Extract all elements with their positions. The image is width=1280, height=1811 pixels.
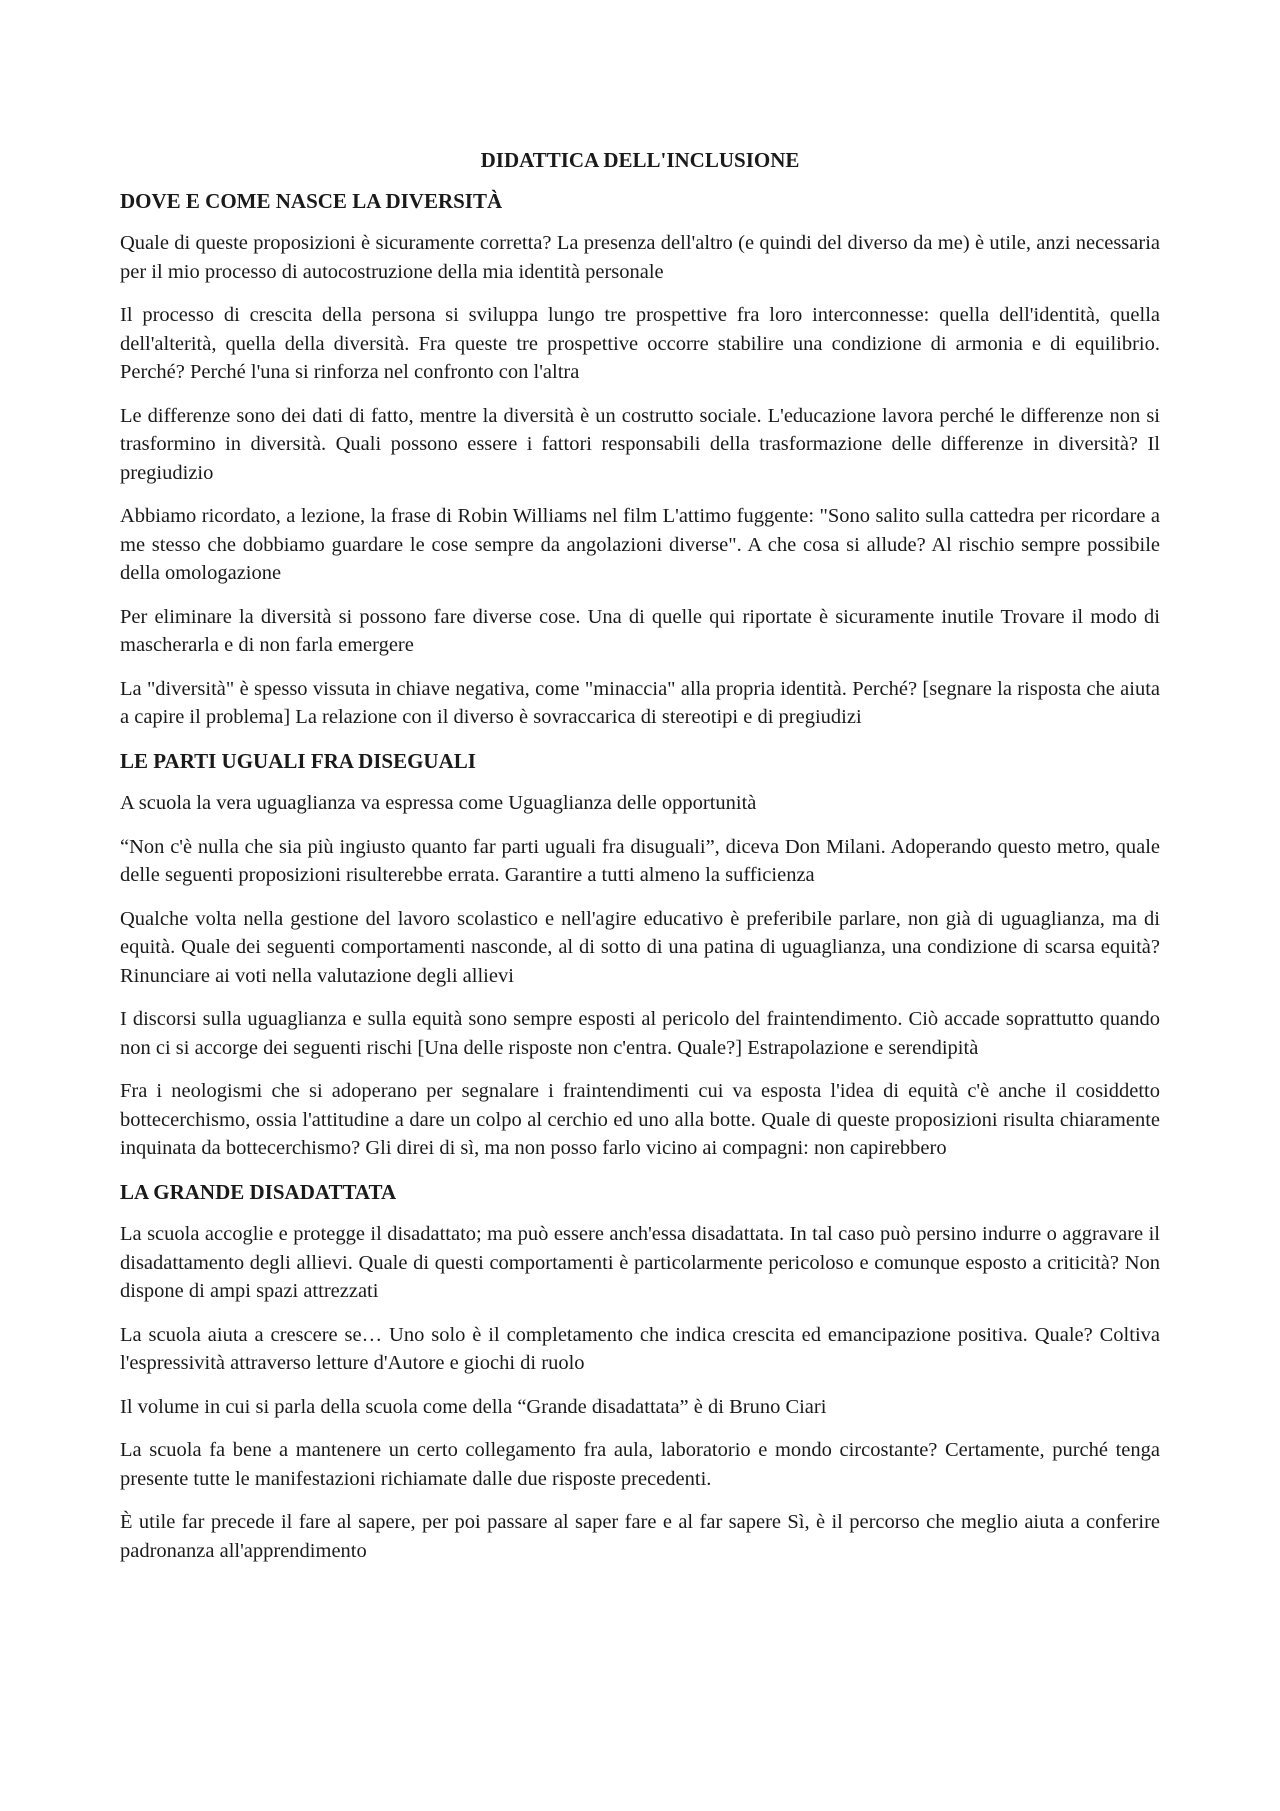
paragraph: Qualche volta nella gestione del lavoro scolastico e nell'agire educativo è preferibile parlare, non già di uguaglianza, ma di equità. Quale dei seguenti comportamenti nasconde, al di sotto di una patina di uguaglianza, una condizione di scarsa equità? Rinunciare ai voti nella valutazione degli allievi — [120, 907, 1160, 987]
section-heading: LE PARTI UGUALI FRA DISEGUALI — [120, 748, 476, 773]
paragraph: Per eliminare la diversità si possono fare diverse cose. Una di quelle qui riportate è sicuramente inutile Trovare il modo di mascherarla e di non farla emergere — [120, 605, 1160, 656]
document-title: DIDATTICA DELL'INCLUSIONE — [480, 148, 800, 172]
section-heading: DOVE E COME NASCE LA DIVERSITÀ — [120, 188, 503, 213]
paragraph: La scuola accoglie e protegge il disadattato; ma può essere anch'essa disadattata. In tal caso può persino indurre o aggravare il disadattamento degli allievi. Quale di questi comportamenti è particolarmente pericoloso e comunque esposto a criticità? Non dispone di ampi spazi attrezzati — [120, 1223, 1160, 1302]
paragraph: La scuola aiuta a crescere se… Uno solo è il completamento che indica crescita ed emancipazione positiva. Quale? Coltiva l'espressività attraverso letture d'Autore e giochi di ruolo — [120, 1323, 1160, 1374]
section-parti-uguali — [120, 747, 1160, 1163]
paragraph: Il volume in cui si parla della scuola come della “Grande disadattata” è di Bruno Ciari — [120, 1395, 827, 1418]
section-heading: LA GRANDE DISADATTATA — [120, 1179, 397, 1204]
paragraph: È utile far precede il fare al sapere, per poi passare al saper fare e al far sapere Sì, è il percorso che meglio aiuta a conferire padronanza all'apprendimento — [120, 1511, 1160, 1562]
paragraph: A scuola la vera uguaglianza va espressa come Uguaglianza delle opportunità — [120, 792, 757, 814]
paragraph: Le differenze sono dei dati di fatto, mentre la diversità è un costrutto sociale. L'educazione lavora perché le differenze non si trasformino in diversità. Quali possono essere i fattori responsabili della trasformazione delle differenze in diversità? Il pregiudizio — [120, 404, 1160, 484]
paragraph: Quale di queste proposizioni è sicuramente corretta? La presenza dell'altro (e quindi del diverso da me) è utile, anzi necessaria per il mio processo di autocostruzione della mia identità personale — [120, 232, 1160, 283]
paragraph: I discorsi sulla uguaglianza e sulla equità sono sempre esposti al pericolo del fraintendimento. Ciò accade soprattutto quando non ci si accorge dei seguenti rischi [Una delle risposte non c'entra. Quale?] Estrapolazione e serendipità — [120, 1008, 1160, 1059]
paragraph: La "diversità" è spesso vissuta in chiave negativa, come "minaccia" alla propria identità. Perché? [segnare la risposta che aiuta a capire il problema] La relazione con il diverso è sovraccarica di stereotipi e di pregiudizi — [120, 677, 1160, 728]
paragraph: Il processo di crescita della persona si sviluppa lungo tre prospettive fra loro interconnesse: quella dell'identità, quella dell'alterità, quella della diversità. Fra queste tre prospettive occorre stabilire una condizione di armonia e di equilibrio. Perché? Perché l'una si rinforza nel confronto con l'altra — [120, 304, 1160, 383]
paragraph: La scuola fa bene a mantenere un certo collegamento fra aula, laboratorio e mondo circostante? Certamente, purché tenga presente tutte le manifestazioni richiamate dalle due risposte precedenti. — [120, 1439, 1160, 1490]
section-diversita — [120, 187, 1160, 732]
section-grande-disadattata — [120, 1178, 1160, 1566]
paragraph: “Non c'è nulla che sia più ingiusto quanto far parti uguali fra disuguali”, diceva Don Milani. Adoperando questo metro, quale delle seguenti proposizioni risulterebbe errata. Garantire a tutti almeno la sufficienza — [120, 835, 1160, 886]
paragraph: Abbiamo ricordato, a lezione, la frase di Robin Williams nel film L'attimo fuggente: "Sono salito sulla cattedra per ricordare a me stesso che dobbiamo guardare le cose sempre da angolazioni diverse". A che cosa si allude? Al rischio sempre possibile della omologazione — [120, 505, 1160, 584]
paragraph: Fra i neologismi che si adoperano per segnalare i fraintendimenti cui va esposta l'idea di equità c'è anche il cosiddetto bottecerchismo, ossia l'attitudine a dare un colpo al cerchio ed uno alla botte. Quale di queste proposizioni risulta chiaramente inquinata da bottecerchismo? Gli direi di sì, ma non posso farlo vicino ai compagni: non capirebbero — [120, 1080, 1160, 1159]
